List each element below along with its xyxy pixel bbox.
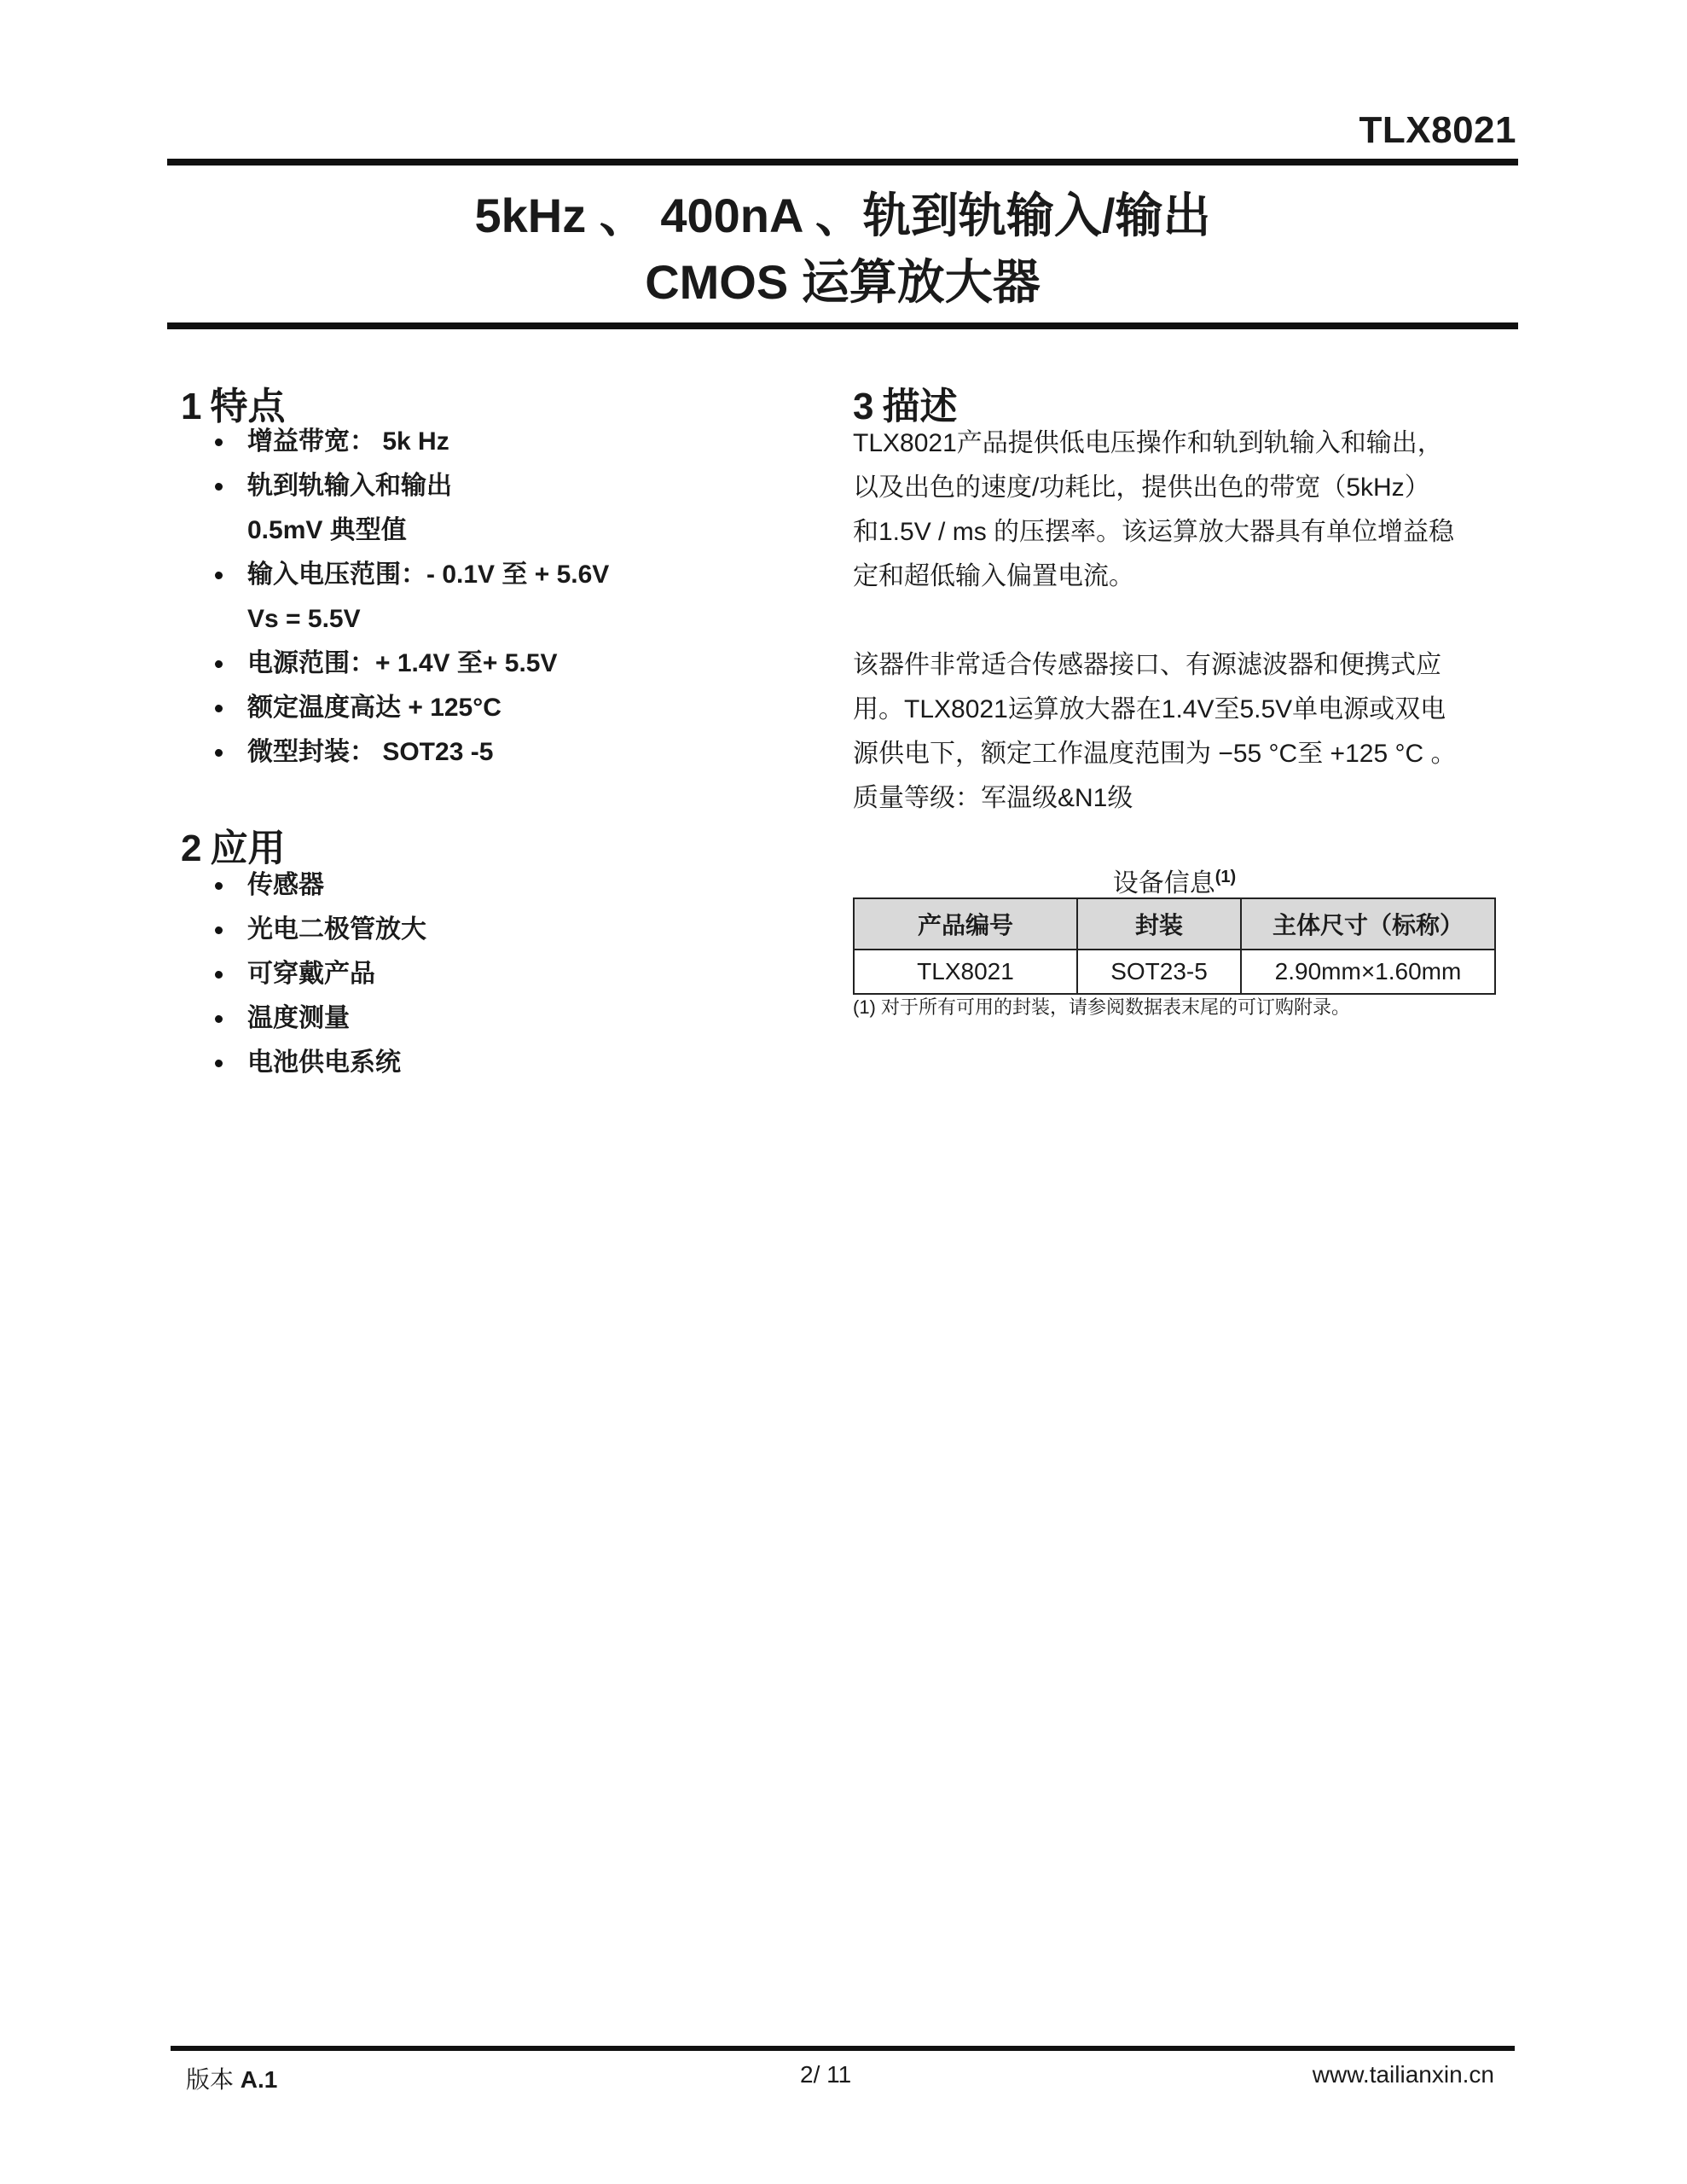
list-item: 可穿戴产品 [181, 952, 795, 996]
footer-version-value: A.1 [240, 2066, 278, 2093]
footer-rule [171, 2046, 1515, 2051]
column-header: 封装 [1077, 898, 1241, 950]
list-item: 微型封装： SOT23 -5 [181, 730, 795, 775]
description-paragraph [853, 421, 1518, 599]
column-header: 产品编号 [854, 898, 1077, 950]
list-item: 电源范围：+ 1.4V 至+ 5.5V [181, 642, 795, 686]
part-number: TLX8021 [1359, 109, 1516, 151]
text-line: 质量等级：军温级&N1级 [853, 784, 1133, 812]
table-row [854, 950, 1495, 994]
text-line: 以及出色的速度/功耗比，提供出色的带宽（5kHz） [853, 473, 1430, 502]
list-item: 传感器 [181, 863, 795, 908]
list-item: 额定温度高达 + 125°C [181, 686, 795, 730]
title-line-1: 5kHz 、 400nA 、轨到轨输入/输出 [474, 189, 1211, 242]
device-info-note: (1) 对于所有可用的封装，请参阅数据表末尾的可订购附录。 [853, 996, 1351, 1018]
text-line: 和1.5V / ms 的压摆率。该运算放大器具有单位增益稳 [853, 518, 1455, 546]
list-item-line: 0.5mV 典型值 [247, 516, 407, 544]
text-line: 该器件非常适合传感器接口、有源滤波器和便携式应 [853, 651, 1441, 679]
title-line-2: CMOS 运算放大器 [645, 255, 1041, 309]
table-cell: SOT23-5 [1077, 950, 1241, 994]
device-info-table [853, 897, 1496, 995]
table-cell: 2.90mm×1.60mm [1241, 950, 1495, 994]
footnote-marker: (1) [1215, 868, 1237, 886]
text-line: 定和超低输入偏置电流。 [853, 562, 1134, 590]
list-item: 增益带宽： 5k Hz [181, 420, 795, 464]
text-line: 用。TLX8021运算放大器在1.4V至5.5V单电源或双电 [853, 695, 1446, 723]
list-item-line: 输入电压范围：- 0.1V 至 + 5.6V [247, 561, 610, 589]
footer-version-label: 版本 [186, 2066, 235, 2093]
list-item: 光电二极管放大 [181, 908, 795, 952]
table-cell: TLX8021 [854, 950, 1077, 994]
device-info-caption-text: 设备信息 [1112, 869, 1215, 897]
description-title: 描述 [882, 386, 958, 427]
applications-title: 应用 [210, 828, 286, 869]
list-item: 电池供电系统 [181, 1041, 795, 1085]
features-list [181, 420, 795, 775]
applications-list [181, 863, 795, 1085]
title-rule [167, 322, 1518, 329]
description-body [853, 421, 1518, 821]
table-header-row [854, 898, 1495, 950]
text-line: TLX8021产品提供低电压操作和轨到轨输入和输出， [853, 429, 1443, 457]
features-title: 特点 [210, 386, 286, 427]
features-number: 1 [181, 386, 202, 427]
list-item-line: 轨到轨输入和输出 [247, 472, 452, 500]
footer-page-number: 2/ 11 [800, 2061, 852, 2088]
description-number: 3 [853, 386, 874, 427]
footer-website: www.tailianxin.cn [1312, 2061, 1494, 2088]
list-item-line: Vs = 5.5V [247, 605, 361, 633]
list-item [181, 464, 795, 553]
header-rule [167, 159, 1518, 166]
text-line: 源供电下，额定工作温度范围为 −55 °C至 +125 °C 。 [853, 740, 1457, 768]
document-title [167, 183, 1518, 316]
footer-version [186, 2061, 277, 2095]
list-item [181, 553, 795, 642]
list-item: 温度测量 [181, 996, 795, 1041]
device-info-caption [853, 862, 1496, 899]
column-header: 主体尺寸（标称） [1241, 898, 1495, 950]
applications-number: 2 [181, 828, 202, 869]
description-paragraph [853, 643, 1518, 821]
